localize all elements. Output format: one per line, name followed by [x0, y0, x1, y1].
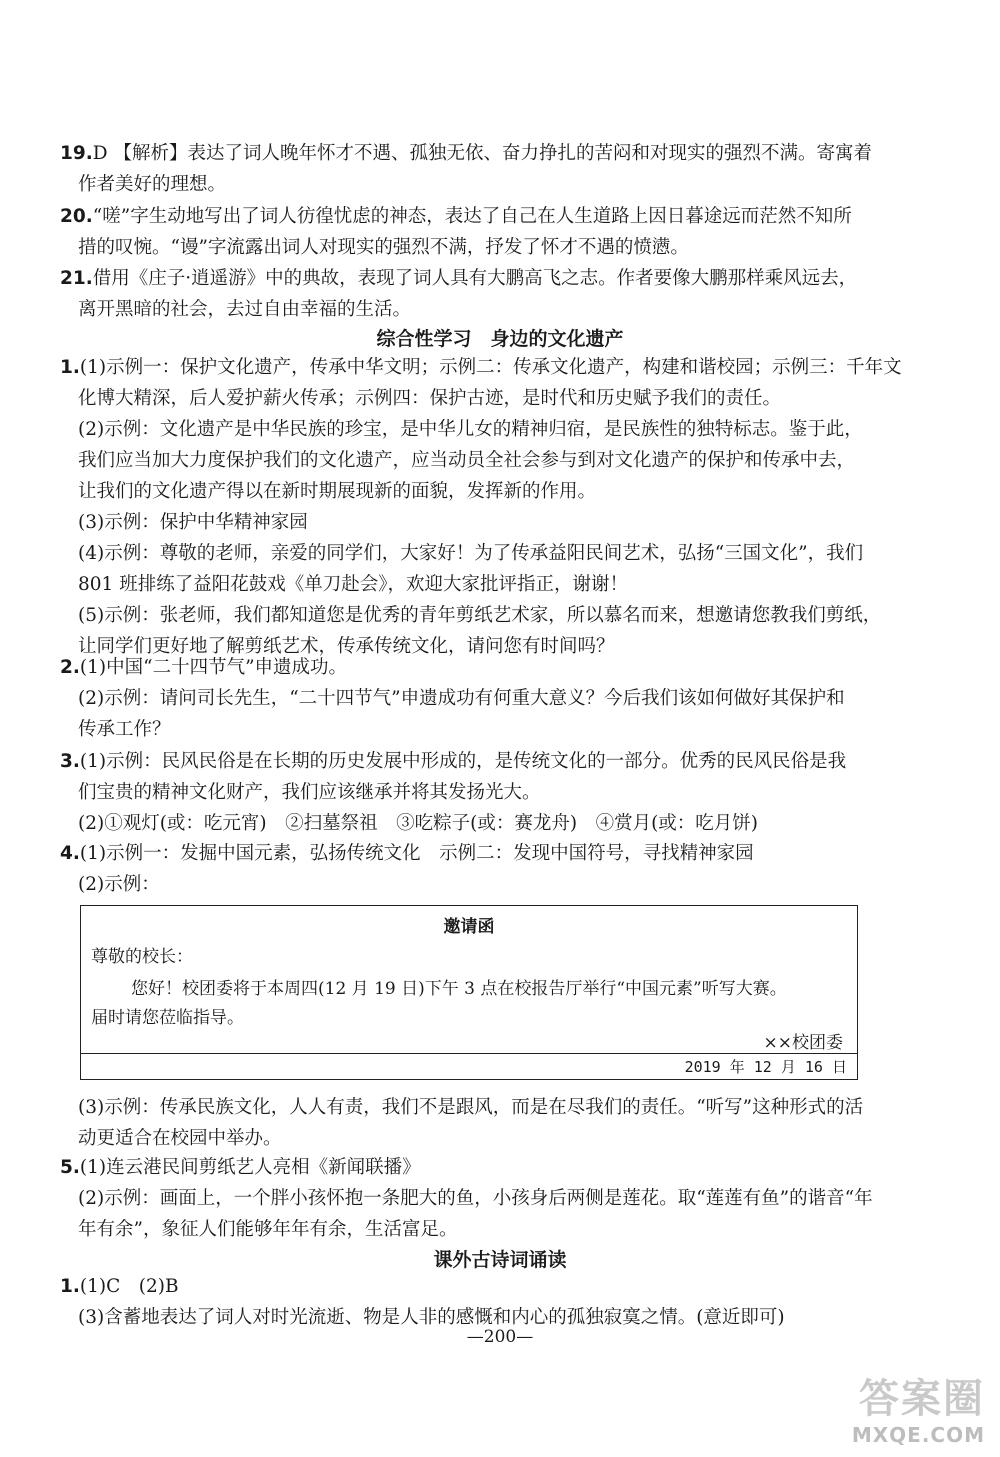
answer-text: 离开黑暗的社会，去过自由幸福的生活。	[78, 299, 412, 320]
invitation-signer: ××校团委	[763, 1033, 843, 1053]
question-number: 4.	[60, 843, 80, 864]
section1-answer-4-part3	[60, 1092, 960, 1154]
answer-text: 措的叹惋。“谩”字流露出词人对现实的强烈不满，抒发了怀才不遇的愤懑。	[78, 237, 689, 258]
answer-text: 作者美好的理想。	[78, 174, 227, 195]
answer-text: 我们应当加大力度保护我们的文化遗产，应当动员全社会参与到对文化遗产的保护和传承中去，	[78, 450, 856, 471]
section1-answer-2	[60, 652, 960, 745]
invitation-date: 2019 年 12 月 16 日	[684, 1058, 847, 1076]
watermark-url: MXQE.COM	[851, 1423, 985, 1447]
answer-text: (4)示例：尊敬的老师，亲爱的同学们，大家好！为了传承益阳民间艺术，弘扬“三国文化”，我们	[78, 543, 864, 564]
answer-text: D 【解析】表达了词人晚年怀才不遇、孤独无依、奋力挣扎的苦闷和对现实的强烈不满。寄寓着	[92, 143, 872, 164]
answer-text: “嗟”字生动地写出了词人彷徨忧虑的神态，表达了自己在人生道路上因日暮途远而茫然不知所	[92, 206, 852, 227]
watermark-logo	[805, 1367, 985, 1447]
answer-21	[60, 263, 960, 325]
answer-20	[60, 201, 960, 263]
answer-text: 借用《庄子·逍遥游》中的典故，表现了词人具有大鹏高飞之志。作者要像大鹏那样乘风远去，	[92, 268, 858, 289]
answer-text: (3)含蓄地表达了词人对时光流逝、物是人非的感慨和内心的孤独寂寞之情。(意近即可)	[78, 1307, 785, 1328]
answer-text: 让我们的文化遗产得以在新时期展现新的面貌，发挥新的作用。	[78, 481, 597, 502]
answer-19	[60, 138, 960, 200]
section-title: 课外古诗词诵读	[433, 1249, 567, 1271]
answer-text: (2)示例：	[78, 874, 160, 895]
answer-text: (1)示例一：保护文化遗产，传承中华文明；示例二：传承文化遗产，构建和谐校园；示例三：千年文	[79, 357, 902, 378]
invitation-letter-box	[80, 905, 858, 1080]
invitation-salutation: 尊敬的校长：	[91, 947, 193, 967]
question-number: 1.	[60, 357, 80, 378]
answer-text: 们宝贵的精神文化财产，我们应该继承并将其发扬光大。	[78, 782, 541, 803]
answer-text: (1)中国“二十四节气”申遗成功。	[79, 657, 348, 678]
question-number: 21.	[60, 268, 93, 289]
question-number: 19.	[60, 143, 93, 164]
invitation-title: 邀请函	[443, 917, 495, 937]
invitation-body: 您好！校团委将于本周四(12 月 19 日)下午 3 点在校报告厅举行“中国元素”听写大赛。	[131, 979, 787, 999]
answer-text: 让同学们更好地了解剪纸艺术，传承传统文化，请问您有时间吗？	[78, 636, 615, 657]
section1-answer-5	[60, 1152, 960, 1245]
answer-text: 801 班排练了益阳花鼓戏《单刀赴会》，欢迎大家批评指正，谢谢！	[78, 574, 628, 595]
section1-answer-1	[60, 352, 960, 662]
question-number: 5.	[60, 1157, 80, 1178]
answer-text: (2)示例：文化遗产是中华民族的珍宝，是中华儿女的精神归宿，是民族性的独特标志。鉴于此，	[78, 419, 863, 440]
invitation-body: 届时请您莅临指导。	[91, 1008, 244, 1028]
answer-text: (1)示例一：发掘中国元素，弘扬传统文化 示例二：发现中国符号，寻找精神家园	[79, 843, 754, 864]
answer-text: (3)示例：传承民族文化，人人有责，我们不是跟风，而是在尽我们的责任。“听写”这种形式的活	[78, 1097, 864, 1118]
answer-text: (2)示例：画面上，一个胖小孩怀抱一条肥大的鱼，小孩身后两侧是莲花。取“莲莲有鱼”的谐音“年	[78, 1188, 873, 1209]
answer-text: 年有余”，象征人们能够年年有余，生活富足。	[78, 1219, 458, 1240]
question-number: 20.	[60, 206, 93, 227]
section-title: 综合性学习 身边的文化遗产	[376, 328, 624, 350]
answer-text: (2)示例：请问司长先生，“二十四节气”申遗成功有何重大意义？今后我们该如何做好其保护和	[78, 688, 845, 709]
answer-text: (2)①观灯(或：吃元宵) ②扫墓祭祖 ③吃粽子(或：赛龙舟) ④赏月(或：吃月饼)	[78, 813, 759, 834]
watermark-text: 答案圈	[859, 1376, 985, 1422]
section1-answer-3	[60, 746, 960, 839]
section1-answer-4	[60, 838, 960, 900]
answer-text: 动更适合在校园中举办。	[78, 1128, 282, 1149]
divider	[81, 1053, 857, 1054]
answer-text: 传承工作？	[78, 719, 171, 740]
section2-answer-1	[60, 1271, 960, 1333]
answer-text: (1)连云港民间剪纸艺人亮相《新闻联播》	[79, 1157, 421, 1178]
question-number: 3.	[60, 751, 80, 772]
question-number: 1.	[60, 1276, 80, 1297]
answer-text: 化博大精深，后人爱护薪火传承；示例四：保护古迹，是时代和历史赋予我们的责任。	[78, 388, 782, 409]
answer-text: (1)C (2)B	[79, 1276, 179, 1297]
answer-text: (5)示例：张老师，我们都知道您是优秀的青年剪纸艺术家，所以慕名而来，想邀请您教我们剪纸，	[78, 605, 882, 626]
page-number: —200—	[466, 1327, 534, 1347]
question-number: 2.	[60, 657, 80, 678]
answer-text: (3)示例：保护中华精神家园	[78, 512, 308, 533]
answer-text: (1)示例：民风民俗是在长期的历史发展中形成的，是传统文化的一部分。优秀的民风民俗是我	[79, 751, 847, 772]
